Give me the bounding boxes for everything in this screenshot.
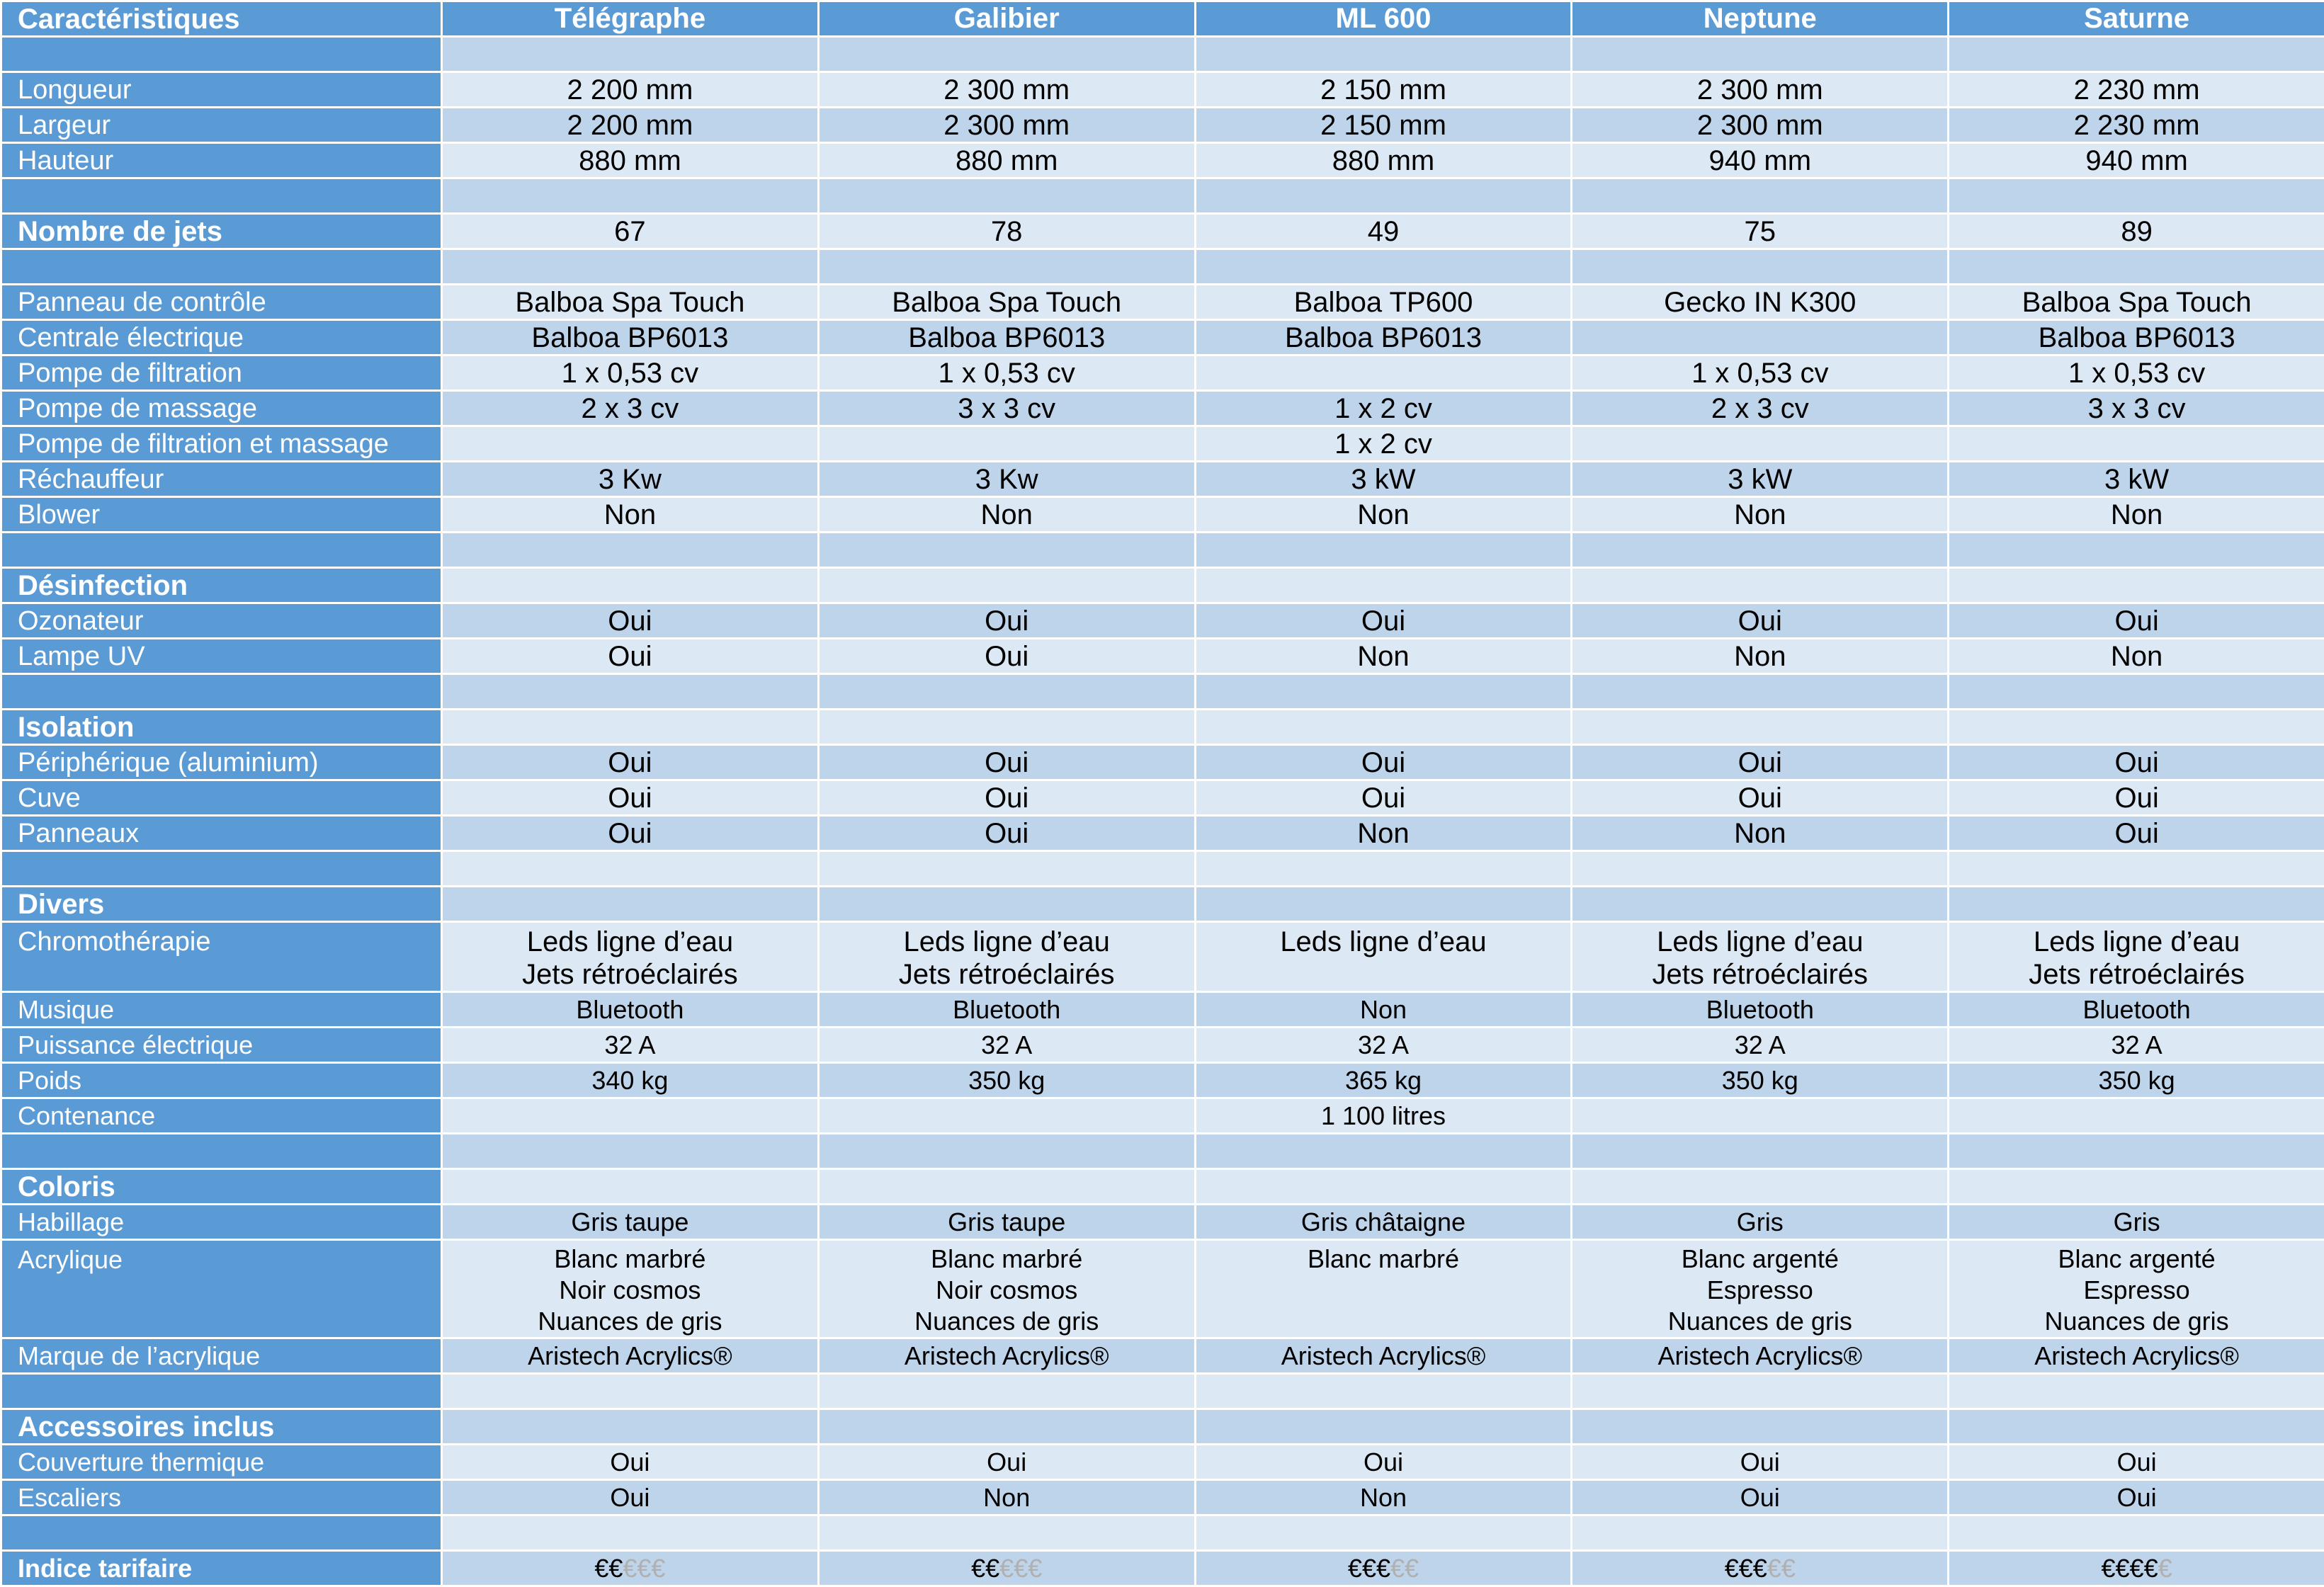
cell: Gris taupe — [442, 1205, 819, 1240]
cell: Oui — [1572, 1445, 1949, 1480]
cell: 75 — [1572, 214, 1949, 249]
cell — [1949, 1098, 2324, 1134]
spacer-row — [1, 533, 2324, 568]
cell: Bluetooth — [1572, 992, 1949, 1028]
model-header: Saturne — [1949, 1, 2324, 37]
cell: 3 kW — [1949, 462, 2324, 497]
cell: 2 x 3 cv — [442, 391, 819, 426]
section-title: Divers — [1, 887, 442, 922]
cell: 3 x 3 cv — [1949, 391, 2324, 426]
cell: Gecko IN K300 — [1572, 285, 1949, 320]
cell — [442, 1098, 819, 1134]
cell: Leds ligne d’eau Jets rétroéclairés — [1572, 922, 1949, 992]
cell: Oui — [442, 1480, 819, 1515]
spacer-row — [1, 37, 2324, 72]
table-row — [1, 355, 2324, 391]
cell: 1 x 2 cv — [1195, 426, 1572, 462]
spacer-row — [1, 1515, 2324, 1551]
cell: Oui — [1195, 1445, 1572, 1480]
cell: Oui — [1195, 603, 1572, 639]
cell — [818, 426, 1195, 462]
cell: 2 150 mm — [1195, 108, 1572, 143]
row-label: Poids — [1, 1063, 442, 1098]
spacer-row — [1, 674, 2324, 710]
model-header: ML 600 — [1195, 1, 1572, 37]
section-row — [1, 887, 2324, 922]
cell: 32 A — [1195, 1028, 1572, 1063]
row-label: Hauteur — [1, 143, 442, 178]
cell: Balboa BP6013 — [1949, 320, 2324, 355]
cell: Oui — [818, 745, 1195, 780]
cell: Balboa Spa Touch — [818, 285, 1195, 320]
cell: 89 — [1949, 214, 2324, 249]
row-label: Marque de l’acrylique — [1, 1338, 442, 1374]
table-row — [1, 603, 2324, 639]
cell: Oui — [1949, 1445, 2324, 1480]
row-label: Chromothérapie — [1, 922, 442, 992]
table-row — [1, 1480, 2324, 1515]
cell: 2 300 mm — [1572, 108, 1949, 143]
cell: 2 200 mm — [442, 72, 819, 108]
cell: Non — [1195, 992, 1572, 1028]
cell: Oui — [442, 603, 819, 639]
spacer-row — [1, 249, 2324, 285]
table-row — [1, 108, 2324, 143]
cell — [818, 1098, 1195, 1134]
table-row — [1, 214, 2324, 249]
cell: Leds ligne d’eau Jets rétroéclairés — [1949, 922, 2324, 992]
row-label: Nombre de jets — [1, 214, 442, 249]
cell: 32 A — [818, 1028, 1195, 1063]
row-label: Puissance électrique — [1, 1028, 442, 1063]
row-label: Réchauffeur — [1, 462, 442, 497]
cell: 940 mm — [1572, 143, 1949, 178]
cell: Non — [1195, 1480, 1572, 1515]
cell: Oui — [1949, 780, 2324, 816]
cell — [1195, 355, 1572, 391]
cell: 2 200 mm — [442, 108, 819, 143]
table-row — [1, 391, 2324, 426]
cell: Aristech Acrylics® — [442, 1338, 819, 1374]
row-label: Périphérique (aluminium) — [1, 745, 442, 780]
table-row — [1, 1205, 2324, 1240]
cell — [1572, 1098, 1949, 1134]
cell — [1949, 426, 2324, 462]
cell: 3 x 3 cv — [818, 391, 1195, 426]
price-index: €€€€€ — [818, 1551, 1195, 1586]
cell: Non — [1195, 639, 1572, 674]
cell: Oui — [818, 603, 1195, 639]
cell: 880 mm — [818, 143, 1195, 178]
table-row — [1, 1338, 2324, 1374]
cell: Bluetooth — [1949, 992, 2324, 1028]
table-row — [1, 426, 2324, 462]
row-label: Ozonateur — [1, 603, 442, 639]
cell: Oui — [818, 639, 1195, 674]
row-label: Escaliers — [1, 1480, 442, 1515]
section-title: Isolation — [1, 710, 442, 745]
price-index: €€€€€ — [1949, 1551, 2324, 1586]
cell: Non — [1949, 639, 2324, 674]
row-label: Indice tarifaire — [1, 1551, 442, 1586]
cell: Gris châtaigne — [1195, 1205, 1572, 1240]
table-row — [1, 143, 2324, 178]
cell: Bluetooth — [818, 992, 1195, 1028]
cell: Non — [1949, 497, 2324, 533]
spacer-row — [1, 1374, 2324, 1409]
table-row — [1, 1028, 2324, 1063]
cell: 2 300 mm — [818, 108, 1195, 143]
cell: 1 x 2 cv — [1195, 391, 1572, 426]
table-row — [1, 320, 2324, 355]
table-row — [1, 780, 2324, 816]
cell: 2 x 3 cv — [1572, 391, 1949, 426]
price-index: €€€€€ — [1572, 1551, 1949, 1586]
cell: 350 kg — [818, 1063, 1195, 1098]
section-row — [1, 1169, 2324, 1205]
table-row — [1, 992, 2324, 1028]
model-header: Neptune — [1572, 1, 1949, 37]
cell: Oui — [1572, 603, 1949, 639]
row-label: Blower — [1, 497, 442, 533]
price-index: €€€€€ — [442, 1551, 819, 1586]
cell: Aristech Acrylics® — [818, 1338, 1195, 1374]
cell — [442, 426, 819, 462]
price-index: €€€€€ — [1195, 1551, 1572, 1586]
cell: 940 mm — [1949, 143, 2324, 178]
cell: Balboa TP600 — [1195, 285, 1572, 320]
cell: Oui — [1949, 1480, 2324, 1515]
cell: Non — [1195, 497, 1572, 533]
cell — [1572, 320, 1949, 355]
cell: 365 kg — [1195, 1063, 1572, 1098]
cell: Balboa BP6013 — [442, 320, 819, 355]
row-label: Contenance — [1, 1098, 442, 1134]
model-header: Télégraphe — [442, 1, 819, 37]
cell: Balboa BP6013 — [818, 320, 1195, 355]
cell: Oui — [818, 1445, 1195, 1480]
cell: 880 mm — [1195, 143, 1572, 178]
cell: 1 x 0,53 cv — [818, 355, 1195, 391]
cell: 350 kg — [1572, 1063, 1949, 1098]
cell: Oui — [442, 745, 819, 780]
cell: Oui — [1572, 1480, 1949, 1515]
cell: Oui — [442, 639, 819, 674]
table-row — [1, 1551, 2324, 1586]
table-row — [1, 1445, 2324, 1480]
table-row — [1, 72, 2324, 108]
cell: Oui — [1949, 816, 2324, 851]
cell: Non — [818, 1480, 1195, 1515]
cell: Oui — [442, 816, 819, 851]
row-label: Cuve — [1, 780, 442, 816]
cell: 2 230 mm — [1949, 108, 2324, 143]
cell: Leds ligne d’eau Jets rétroéclairés — [442, 922, 819, 992]
row-label: Centrale électrique — [1, 320, 442, 355]
cell: 32 A — [442, 1028, 819, 1063]
cell: 1 x 0,53 cv — [442, 355, 819, 391]
cell: 2 230 mm — [1949, 72, 2324, 108]
cell: 32 A — [1572, 1028, 1949, 1063]
cell: Aristech Acrylics® — [1949, 1338, 2324, 1374]
cell: Aristech Acrylics® — [1572, 1338, 1949, 1374]
table-row — [1, 1240, 2324, 1338]
row-label: Habillage — [1, 1205, 442, 1240]
cell: 340 kg — [442, 1063, 819, 1098]
cell: 1 100 litres — [1195, 1098, 1572, 1134]
section-row — [1, 568, 2324, 603]
row-label: Panneau de contrôle — [1, 285, 442, 320]
table-row — [1, 1098, 2324, 1134]
cell: Non — [818, 497, 1195, 533]
cell: 32 A — [1949, 1028, 2324, 1063]
cell: Leds ligne d’eau — [1195, 922, 1572, 992]
cell: Oui — [1949, 603, 2324, 639]
cell: Balboa BP6013 — [1195, 320, 1572, 355]
row-label: Largeur — [1, 108, 442, 143]
table-row — [1, 285, 2324, 320]
cell: Blanc marbré — [1195, 1240, 1572, 1338]
cell: 1 x 0,53 cv — [1949, 355, 2324, 391]
cell: Oui — [818, 816, 1195, 851]
cell: Oui — [1572, 780, 1949, 816]
table-row — [1, 1063, 2324, 1098]
section-title: Accessoires inclus — [1, 1409, 442, 1445]
cell: Blanc argenté Espresso Nuances de gris — [1949, 1240, 2324, 1338]
cell: 3 Kw — [442, 462, 819, 497]
section-title: Coloris — [1, 1169, 442, 1205]
cell: 1 x 0,53 cv — [1572, 355, 1949, 391]
cell: 78 — [818, 214, 1195, 249]
section-row — [1, 710, 2324, 745]
section-row — [1, 1409, 2324, 1445]
row-label: Pompe de massage — [1, 391, 442, 426]
table-row — [1, 922, 2324, 992]
cell: 3 kW — [1572, 462, 1949, 497]
row-label: Couverture thermique — [1, 1445, 442, 1480]
cell: Non — [1572, 497, 1949, 533]
cell: Blanc argenté Espresso Nuances de gris — [1572, 1240, 1949, 1338]
cell: Gris — [1949, 1205, 2324, 1240]
table-row — [1, 497, 2324, 533]
cell: Non — [1572, 816, 1949, 851]
cell: Oui — [1195, 780, 1572, 816]
cell: Non — [1195, 816, 1572, 851]
row-label: Acrylique — [1, 1240, 442, 1338]
table-row — [1, 639, 2324, 674]
spacer-row — [1, 851, 2324, 887]
cell: 350 kg — [1949, 1063, 2324, 1098]
row-label: Panneaux — [1, 816, 442, 851]
cell: 3 Kw — [818, 462, 1195, 497]
spacer-row — [1, 178, 2324, 214]
cell: Non — [1572, 639, 1949, 674]
cell: Oui — [1949, 745, 2324, 780]
cell: Balboa Spa Touch — [442, 285, 819, 320]
row-label: Pompe de filtration et massage — [1, 426, 442, 462]
cell: 67 — [442, 214, 819, 249]
row-label: Longueur — [1, 72, 442, 108]
cell — [1572, 426, 1949, 462]
row-label: Lampe UV — [1, 639, 442, 674]
row-label: Pompe de filtration — [1, 355, 442, 391]
cell: Bluetooth — [442, 992, 819, 1028]
cell: Oui — [818, 780, 1195, 816]
cell: 880 mm — [442, 143, 819, 178]
cell: Balboa Spa Touch — [1949, 285, 2324, 320]
cell: 2 300 mm — [818, 72, 1195, 108]
cell: Oui — [1572, 745, 1949, 780]
spacer-row — [1, 1134, 2324, 1169]
cell: 49 — [1195, 214, 1572, 249]
model-header: Galibier — [818, 1, 1195, 37]
table-row — [1, 462, 2324, 497]
row-label: Musique — [1, 992, 442, 1028]
cell: Oui — [442, 1445, 819, 1480]
header-row — [1, 1, 2324, 37]
cell: Blanc marbré Noir cosmos Nuances de gris — [818, 1240, 1195, 1338]
cell: Gris — [1572, 1205, 1949, 1240]
cell: Gris taupe — [818, 1205, 1195, 1240]
cell: Oui — [442, 780, 819, 816]
section-title: Désinfection — [1, 568, 442, 603]
header-label: Caractéristiques — [1, 1, 442, 37]
cell: Non — [442, 497, 819, 533]
cell: 3 kW — [1195, 462, 1572, 497]
cell: Aristech Acrylics® — [1195, 1338, 1572, 1374]
cell: 2 300 mm — [1572, 72, 1949, 108]
table-row — [1, 816, 2324, 851]
cell: Oui — [1195, 745, 1572, 780]
cell: Leds ligne d’eau Jets rétroéclairés — [818, 922, 1195, 992]
cell: Blanc marbré Noir cosmos Nuances de gris — [442, 1240, 819, 1338]
cell: 2 150 mm — [1195, 72, 1572, 108]
table-row — [1, 745, 2324, 780]
